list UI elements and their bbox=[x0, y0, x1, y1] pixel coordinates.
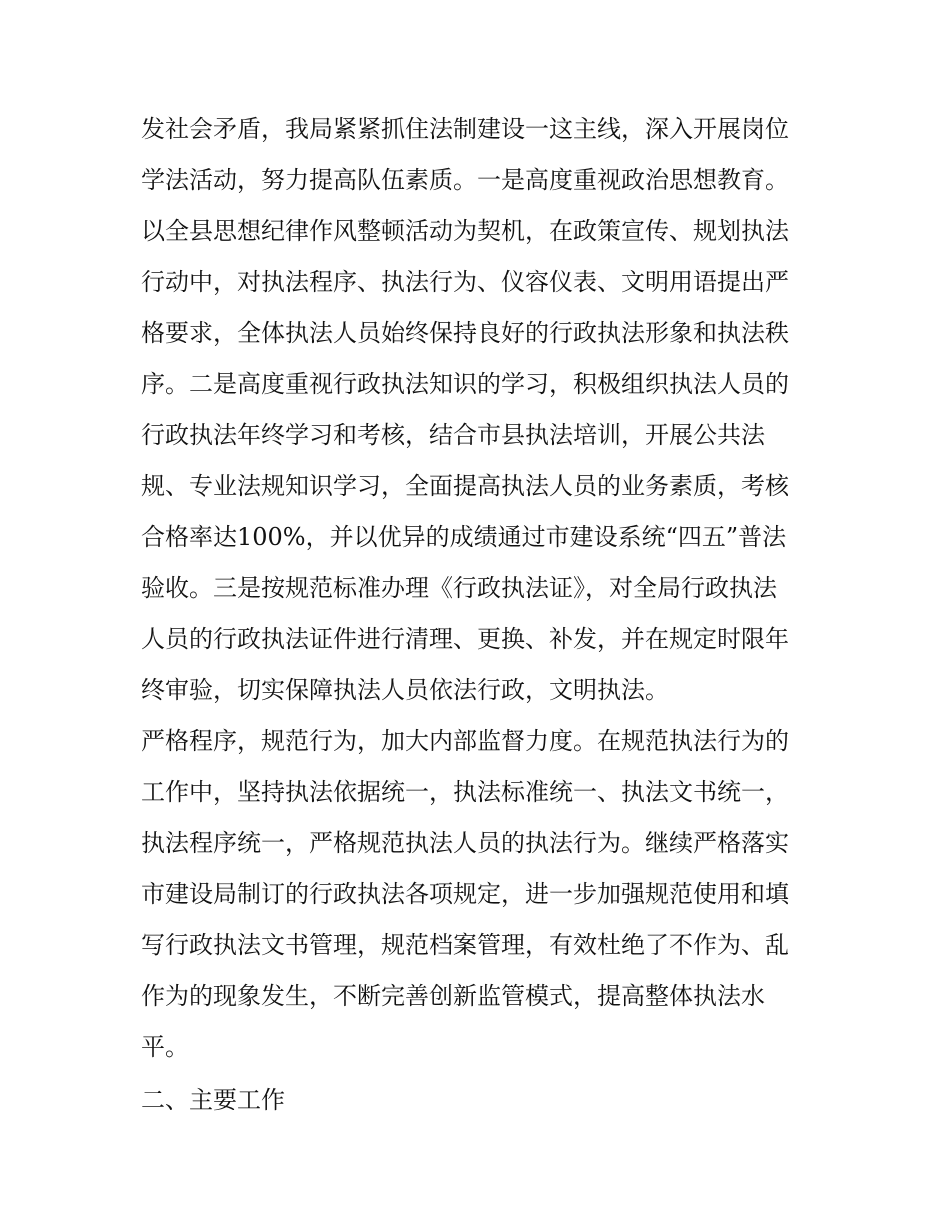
text-line: 市建设局制订的行政执法各项规定，进一步加强规范使用和填 bbox=[141, 880, 789, 908]
text-line: 以全县思想纪律作风整顿活动为契机，在政策宣传、规划执法 bbox=[141, 217, 789, 245]
text-line: 发社会矛盾，我局紧紧抓住法制建设一这主线，深入开展岗位 bbox=[141, 115, 789, 143]
paragraph-legal-education bbox=[141, 104, 821, 716]
text-line: 验收。三是按规范标准办理《行政执法证》，对全局行政执法 bbox=[141, 574, 777, 602]
text-line: 行政执法年终学习和考核，结合市县执法培训，开展公共法 bbox=[141, 421, 765, 449]
text-line: 工作中，坚持执法依据统一，执法标准统一、执法文书统一， bbox=[141, 778, 789, 806]
text-line: 人员的行政执法证件进行清理、更换、补发，并在规定时限年 bbox=[141, 625, 789, 653]
text-line: 严格程序，规范行为，加大内部监督力度。在规范执法行为的 bbox=[141, 727, 789, 755]
text-line: 规、专业法规知识学习，全面提高执法人员的业务素质，考核 bbox=[141, 472, 789, 500]
text-line: 终审验，切实保障执法人员依法行政，文明执法。 bbox=[141, 676, 669, 704]
text-line: 合格率达100%，并以优异的成绩通过市建设系统“四五”普法 bbox=[141, 523, 787, 551]
text-line: 学法活动，努力提高队伍素质。一是高度重视政治思想教育。 bbox=[141, 166, 789, 194]
text-line: 作为的现象发生，不断完善创新监管模式，提高整体执法水 bbox=[141, 982, 765, 1010]
text-line: 平。 bbox=[141, 1033, 189, 1061]
section-heading: 二、主要工作 bbox=[141, 1086, 285, 1114]
text-line: 序。二是高度重视行政执法知识的学习，积极组织执法人员的 bbox=[141, 370, 789, 398]
text-line: 执法程序统一，严格规范执法人员的执法行为。继续严格落实 bbox=[141, 829, 789, 857]
text-line: 格要求，全体执法人员始终保持良好的行政执法形象和执法秩 bbox=[141, 319, 789, 347]
text-line: 行动中，对执法程序、执法行为、仪容仪表、文明用语提出严 bbox=[141, 268, 789, 296]
document-body bbox=[141, 104, 821, 1126]
paragraph-procedure-supervision bbox=[141, 716, 821, 1073]
text-line: 写行政执法文书管理，规范档案管理，有效杜绝了不作为、乱 bbox=[141, 931, 789, 959]
